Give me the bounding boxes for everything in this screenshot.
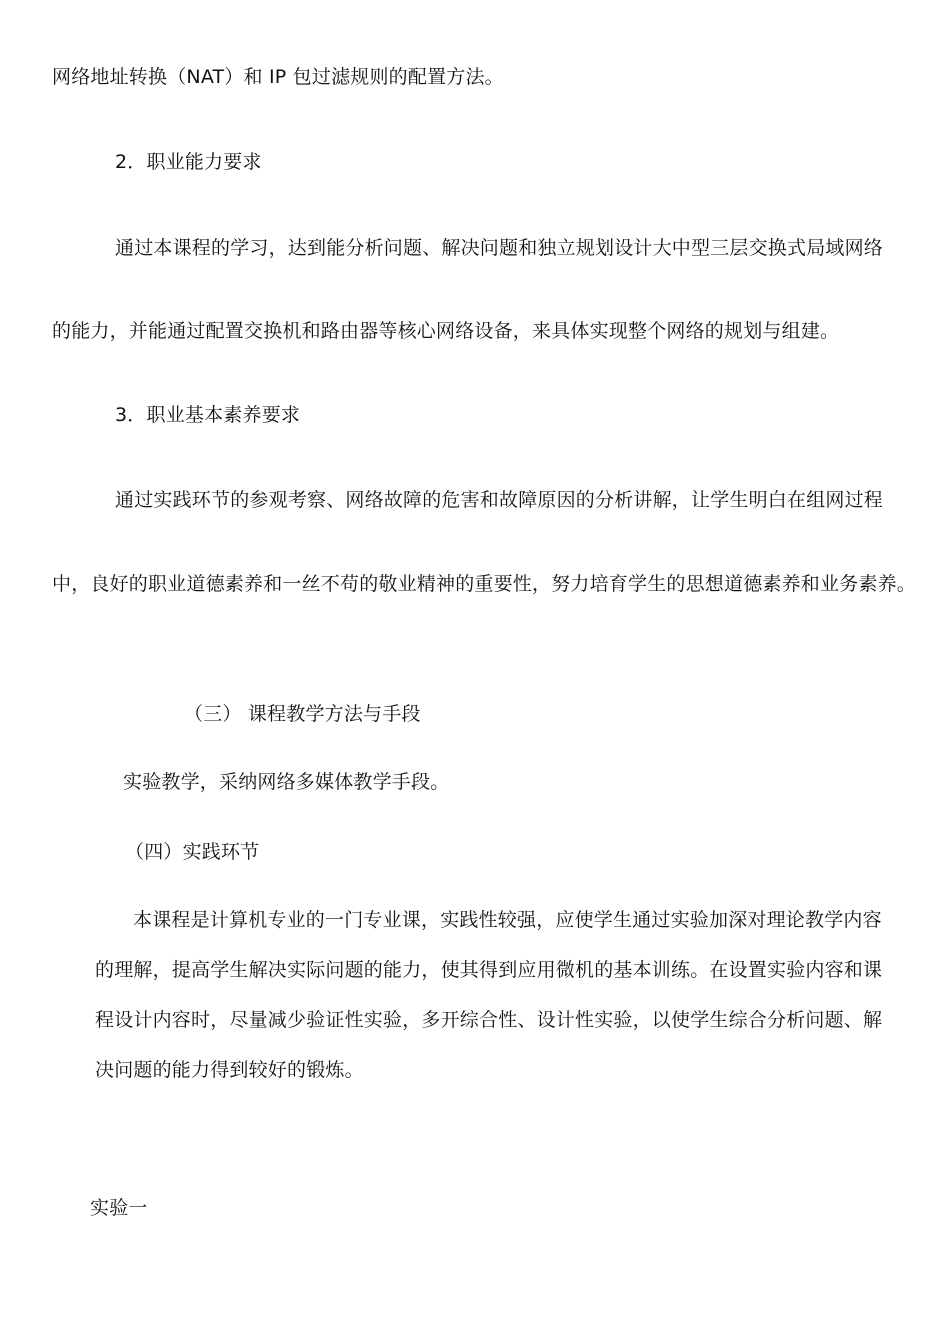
paragraph-practice-line-4: 决问题的能力得到较好的锻炼。 — [95, 1059, 364, 1081]
paragraph-practice-line-1: 本课程是计算机专业的一门专业课，实践性较强，应使学生通过实验加深对理论教学内容 — [133, 909, 882, 931]
paragraph-basic-literacy-line-2: 中，良好的职业道德素养和一丝不苟的敬业精神的重要性，努力培育学生的思想道德素养和业务素养。 — [52, 573, 917, 595]
heading-experiment-one: 实验一 — [90, 1197, 148, 1219]
heading-basic-literacy: 3．职业基本素养要求 — [115, 404, 301, 426]
paragraph-practice-line-2: 的理解，提高学生解决实际问题的能力，使其得到应用微机的基本训练。在设置实验内容和课 — [95, 959, 883, 981]
heading-practice: （四）实践环节 — [125, 841, 260, 863]
paragraph-practice-line-3: 程设计内容时，尽量减少验证性实验，多开综合性、设计性实验，以使学生综合分析问题、解 — [95, 1009, 883, 1031]
heading-teaching-methods: （三） 课程教学方法与手段 — [184, 703, 421, 725]
paragraph-career-ability-line-2: 的能力，并能通过配置交换机和路由器等核心网络设备，来具体实现整个网络的规划与组建。 — [52, 320, 840, 342]
paragraph-basic-literacy-line-1: 通过实践环节的参观考察、网络故障的危害和故障原因的分析讲解，让学生明白在组网过程 — [115, 489, 884, 511]
paragraph-career-ability-line-1: 通过本课程的学习，达到能分析问题、解决问题和独立规划设计大中型三层交换式局域网络 — [115, 237, 884, 259]
heading-career-ability: 2．职业能力要求 — [115, 151, 262, 173]
text-line-nat: 网络地址转换（NAT）和 IP 包过滤规则的配置方法。 — [52, 66, 504, 88]
paragraph-teaching-methods: 实验教学，采纳网络多媒体教学手段。 — [123, 771, 450, 793]
